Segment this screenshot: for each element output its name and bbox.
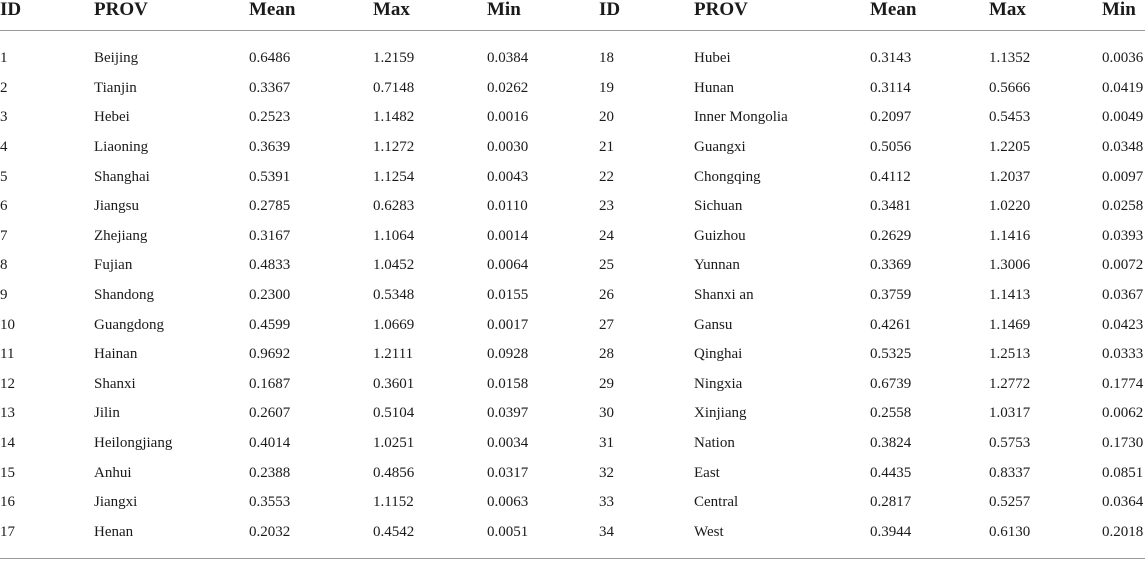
cell-prov-right: Guizhou [694,227,746,244]
cell-prov-left: Shandong [94,287,154,304]
cell-max-right: 0.5257 [989,494,1031,511]
cell-max-left: 0.4856 [373,464,415,481]
cell-min-left: 0.0014 [487,227,529,244]
cell-mean-right: 0.3143 [870,50,912,67]
cell-max-right: 1.2205 [989,139,1031,156]
cell-mean-right: 0.2558 [870,405,912,422]
table-header [0,0,1145,31]
cell-max-left: 0.5104 [373,405,415,422]
cell-max-right: 0.5753 [989,435,1031,452]
table-row [0,399,1145,429]
cell-min-left: 0.0317 [487,464,529,481]
cell-mean-right: 0.3481 [870,198,912,215]
cell-id-right: 26 [599,287,614,304]
header-mean-left: Mean [249,0,373,31]
cell-prov-left: Anhui [94,464,132,481]
cell-prov-right: Chongqing [694,168,761,185]
cell-prov-left: Tianjin [94,79,137,96]
table-row [0,251,1145,281]
table-row [0,429,1145,459]
cell-mean-right: 0.2097 [870,109,912,126]
table-row [0,458,1145,488]
cell-mean-right: 0.3759 [870,287,912,304]
table-row [0,340,1145,370]
cell-min-right: 0.0367 [1102,287,1144,304]
cell-max-right: 0.5453 [989,109,1031,126]
cell-max-right: 1.2772 [989,375,1031,392]
cell-max-left: 1.0669 [373,316,415,333]
cell-max-left: 1.1482 [373,109,415,126]
cell-mean-right: 0.2817 [870,494,912,511]
cell-prov-left: Jilin [94,405,120,422]
cell-id-left: 14 [0,435,15,452]
cell-mean-right: 0.5325 [870,346,912,363]
spacer-cell [0,31,1145,45]
table-row [0,310,1145,340]
cell-prov-right: Nation [694,435,735,452]
cell-min-right: 0.1730 [1102,435,1144,452]
cell-max-left: 1.1254 [373,168,415,185]
cell-id-left: 11 [0,346,15,363]
table-row [0,74,1145,104]
cell-prov-right: Ningxia [694,375,743,392]
cell-id-left: 17 [0,523,15,540]
cell-prov-left: Guangdong [94,316,164,333]
cell-mean-left: 0.2388 [249,464,291,481]
cell-min-left: 0.0928 [487,346,529,363]
cell-id-right: 24 [599,227,614,244]
cell-prov-right: Inner Mongolia [694,109,788,126]
cell-max-left: 1.2111 [373,346,414,363]
cell-prov-left: Liaoning [94,139,149,156]
cell-max-right: 1.2037 [989,168,1031,185]
cell-id-left: 6 [0,198,8,215]
cell-id-right: 23 [599,198,614,215]
cell-max-right: 0.5666 [989,79,1031,96]
cell-min-left: 0.0064 [487,257,529,274]
cell-mean-right: 0.4435 [870,464,912,481]
cell-min-right: 0.0097 [1102,168,1144,185]
cell-id-right: 25 [599,257,614,274]
cell-mean-left: 0.6486 [249,50,291,67]
cell-prov-left: Heilongjiang [94,435,173,452]
cell-max-right: 1.1413 [989,287,1031,304]
cell-id-right: 31 [599,435,614,452]
table-row [0,133,1145,163]
cell-min-left: 0.0110 [487,198,528,215]
cell-prov-left: Hebei [94,109,130,126]
header-max-right: Max [989,0,1102,31]
table-row [0,222,1145,252]
cell-id-left: 16 [0,494,15,511]
cell-mean-right: 0.2629 [870,227,912,244]
table-row [0,488,1145,518]
cell-mean-left: 0.1687 [249,375,291,392]
cell-min-left: 0.0017 [487,316,529,333]
cell-mean-left: 0.2607 [249,405,291,422]
cell-prov-left: Fujian [94,257,133,274]
cell-min-right: 0.0851 [1102,464,1144,481]
cell-mean-left: 0.5391 [249,168,291,185]
cell-id-left: 5 [0,168,8,185]
cell-max-right: 1.0220 [989,198,1031,215]
cell-min-left: 0.0043 [487,168,529,185]
cell-mean-right: 0.3824 [870,435,912,452]
cell-id-right: 20 [599,109,614,126]
cell-min-left: 0.0034 [487,435,529,452]
cell-prov-left: Henan [94,523,134,540]
cell-min-left: 0.0397 [487,405,529,422]
header-max-left: Max [373,0,487,31]
cell-id-right: 33 [599,494,614,511]
cell-min-right: 0.0258 [1102,198,1144,215]
cell-min-right: 0.0333 [1102,346,1144,363]
cell-id-left: 10 [0,316,15,333]
cell-max-left: 1.1064 [373,227,415,244]
table-row [0,281,1145,311]
cell-mean-left: 0.2300 [249,287,291,304]
cell-min-left: 0.0030 [487,139,529,156]
cell-min-left: 0.0158 [487,375,529,392]
cell-id-left: 1 [0,50,8,67]
cell-prov-left: Jiangxi [94,494,138,511]
cell-max-right: 1.1352 [989,50,1031,67]
cell-min-right: 0.0423 [1102,316,1144,333]
header-min-left: Min [487,0,599,31]
cell-id-left: 8 [0,257,8,274]
cell-min-left: 0.0051 [487,523,529,540]
cell-mean-left: 0.9692 [249,346,291,363]
cell-max-left: 1.0452 [373,257,415,274]
table-row [0,103,1145,133]
cell-mean-right: 0.4261 [870,316,912,333]
cell-min-left: 0.0155 [487,287,529,304]
table-row [0,44,1145,74]
cell-prov-right: Guangxi [694,139,746,156]
cell-mean-left: 0.2032 [249,523,291,540]
cell-id-right: 29 [599,375,614,392]
header-id-left: ID [0,0,94,31]
cell-prov-left: Hainan [94,346,138,363]
cell-min-right: 0.0072 [1102,257,1144,274]
cell-max-right: 1.1469 [989,316,1031,333]
cell-max-left: 1.1152 [373,494,414,511]
cell-prov-right: Qinghai [694,346,743,363]
table-row [0,162,1145,192]
cell-max-right: 0.6130 [989,523,1031,540]
cell-id-right: 30 [599,405,614,422]
cell-mean-right: 0.3114 [870,79,911,96]
cell-id-left: 7 [0,227,8,244]
cell-min-right: 0.0062 [1102,405,1144,422]
cell-prov-right: Shanxi an [694,287,754,304]
cell-prov-left: Zhejiang [94,227,148,244]
cell-id-right: 32 [599,464,614,481]
cell-prov-right: Hubei [694,50,731,67]
cell-max-left: 0.3601 [373,375,415,392]
cell-prov-right: Yunnan [694,257,740,274]
header-min-right: Min [1102,0,1145,31]
cell-min-right: 0.2018 [1102,523,1144,540]
bottom-rule [0,547,1145,559]
cell-mean-left: 0.3553 [249,494,291,511]
cell-prov-right: East [694,464,720,481]
cell-mean-left: 0.3167 [249,227,291,244]
cell-max-left: 1.1272 [373,139,415,156]
cell-id-right: 28 [599,346,614,363]
cell-id-right: 21 [599,139,614,156]
cell-mean-right: 0.4112 [870,168,911,185]
table-row [0,192,1145,222]
cell-max-left: 0.5348 [373,287,415,304]
cell-mean-left: 0.4014 [249,435,291,452]
cell-id-left: 3 [0,109,8,126]
cell-max-left: 0.7148 [373,79,415,96]
cell-mean-right: 0.6739 [870,375,912,392]
cell-prov-right: Sichuan [694,198,743,215]
cell-max-left: 0.4542 [373,523,415,540]
cell-prov-left: Shanxi [94,375,136,392]
cell-id-left: 12 [0,375,15,392]
cell-prov-right: Xinjiang [694,405,747,422]
cell-min-right: 0.1774 [1102,375,1144,392]
cell-min-left: 0.0063 [487,494,529,511]
cell-max-right: 1.0317 [989,405,1031,422]
cell-min-right: 0.0036 [1102,50,1144,67]
header-id-right: ID [599,0,694,31]
cell-id-right: 19 [599,79,614,96]
cell-mean-left: 0.4599 [249,316,291,333]
cell-mean-left: 0.3639 [249,139,291,156]
cell-id-right: 27 [599,316,614,333]
cell-prov-left: Shanghai [94,168,150,185]
cell-id-left: 9 [0,287,8,304]
cell-max-right: 1.2513 [989,346,1031,363]
cell-mean-right: 0.5056 [870,139,912,156]
table-body [0,31,1145,559]
cell-max-right: 0.8337 [989,464,1031,481]
cell-max-left: 0.6283 [373,198,415,215]
cell-mean-right: 0.3369 [870,257,912,274]
cell-prov-left: Beijing [94,50,139,67]
cell-prov-right: West [694,523,724,540]
cell-min-right: 0.0348 [1102,139,1144,156]
cell-max-left: 1.0251 [373,435,415,452]
table-row [0,370,1145,400]
cell-prov-right: Central [694,494,739,511]
cell-max-left: 1.2159 [373,50,415,67]
cell-id-right: 34 [599,523,614,540]
cell-prov-left: Jiangsu [94,198,139,215]
cell-min-right: 0.0049 [1102,109,1144,126]
cell-mean-left: 0.3367 [249,79,291,96]
cell-mean-left: 0.2785 [249,198,291,215]
cell-id-left: 13 [0,405,15,422]
cell-prov-right: Gansu [694,316,733,333]
cell-id-right: 18 [599,50,614,67]
cell-max-right: 1.1416 [989,227,1031,244]
cell-mean-left: 0.2523 [249,109,291,126]
cell-min-left: 0.0016 [487,109,529,126]
cell-id-left: 2 [0,79,8,96]
cell-min-right: 0.0419 [1102,79,1144,96]
header-spacer-row [0,31,1145,45]
cell-mean-right: 0.3944 [870,523,912,540]
header-mean-right: Mean [870,0,989,31]
cell-id-left: 4 [0,139,8,156]
cell-prov-right: Hunan [694,79,734,96]
cell-min-right: 0.0364 [1102,494,1144,511]
bottom-rule-row [0,547,1145,559]
header-prov-right: PROV [694,0,870,31]
cell-max-right: 1.3006 [989,257,1031,274]
cell-id-right: 22 [599,168,614,185]
cell-id-left: 15 [0,464,15,481]
cell-min-left: 0.0262 [487,79,529,96]
table-row [0,518,1145,548]
header-row [0,0,1145,31]
cell-min-right: 0.0393 [1102,227,1144,244]
cell-mean-left: 0.4833 [249,257,291,274]
cell-min-left: 0.0384 [487,50,529,67]
header-prov-left: PROV [94,0,249,31]
